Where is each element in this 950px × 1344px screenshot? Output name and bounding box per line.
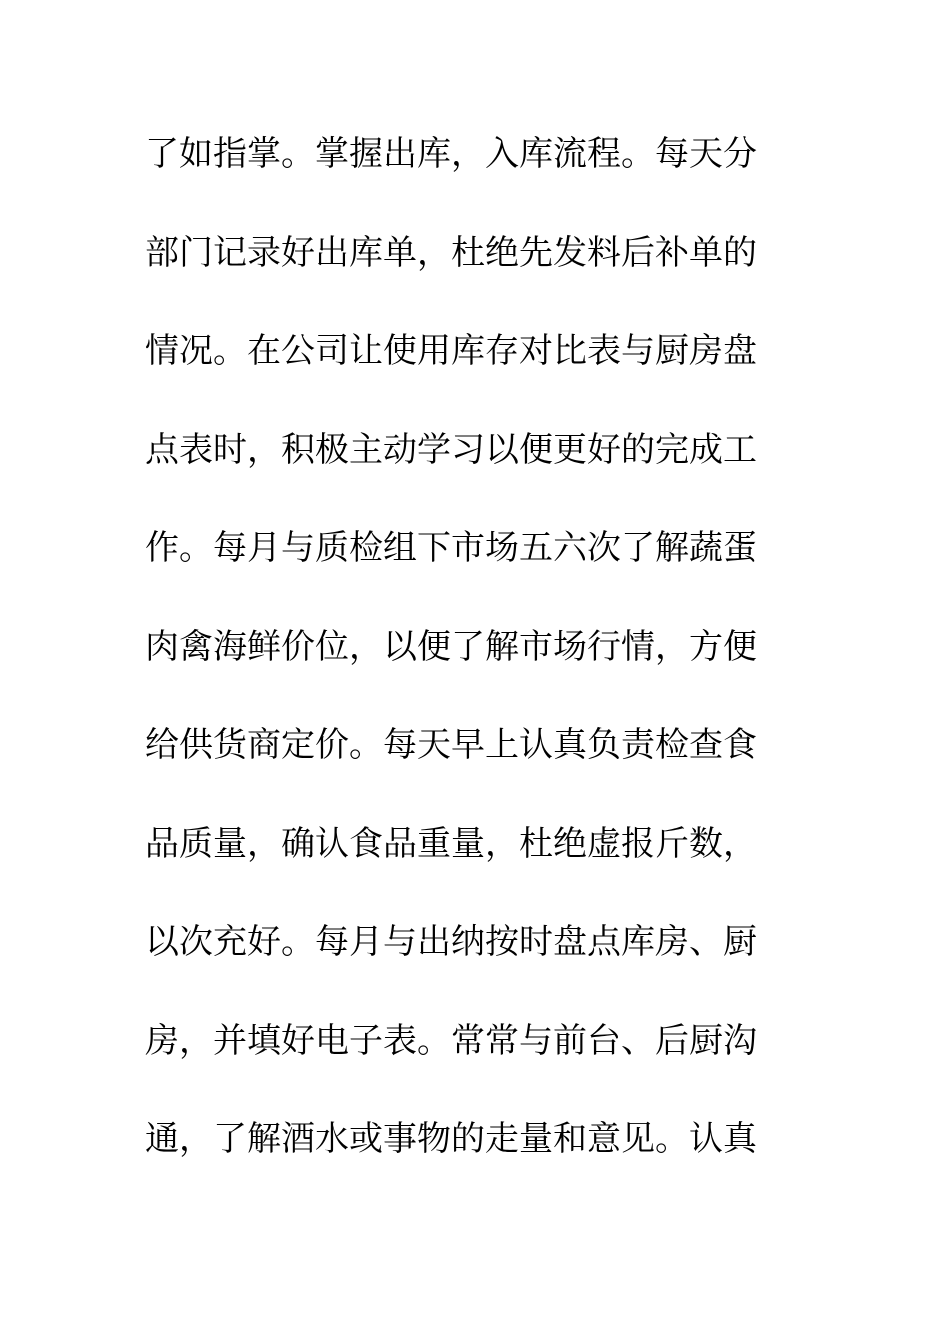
text-line-4: 点表时，积极主动学习以便更好的完成工 [145, 429, 757, 470]
text-line-3: 情况。在公司让使用库存对比表与厨房盘 [145, 331, 757, 371]
text-line-10: 房，并填好电子表。常常与前台、后厨沟 [145, 1020, 757, 1061]
text-line-5: 作。每月与质检组下市场五六次了解蔬蛋 [145, 528, 757, 568]
text-line-7: 给供货商定价。每天早上认真负责检查食 [145, 725, 757, 765]
text-line-6: 肉禽海鲜价位，以便了解市场行情，方便 [145, 626, 757, 667]
text-line-8: 品质量，确认食品重量，杜绝虚报斤数， [145, 823, 757, 864]
text-line-1: 了如指掌。掌握出库，入库流程。每天分 [145, 134, 757, 174]
body-text [145, 127, 805, 1211]
text-line-9: 以次充好。每月与出纳按时盘点库房、厨 [145, 922, 757, 962]
text-line-11: 通，了解酒水或事物的走量和意见。认真 [145, 1119, 757, 1159]
text-line-2: 部门记录好出库单，杜绝先发料后补单的 [145, 232, 757, 273]
